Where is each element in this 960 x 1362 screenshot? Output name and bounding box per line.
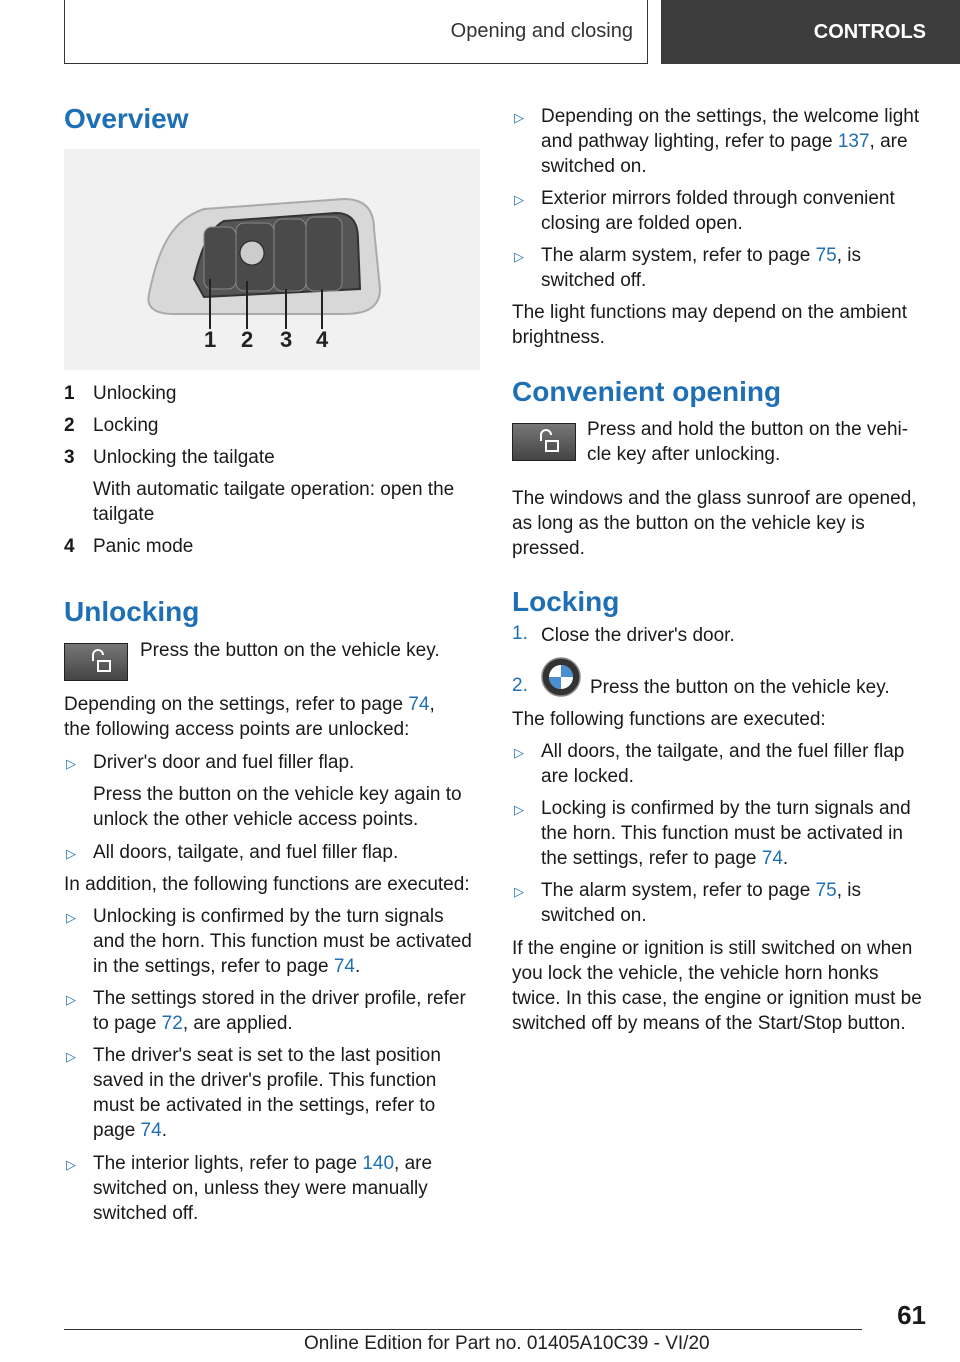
- heading-convenient-opening: Convenient opening: [512, 376, 782, 407]
- list-item: in the settings, refer to page 74.: [93, 956, 361, 977]
- list-item: closing are folded open.: [541, 213, 743, 234]
- list-item: The settings stored in the driver profile, refer: [93, 988, 466, 1009]
- paragraph-line: Press and hold the button on the vehi-: [587, 419, 909, 440]
- list-item: and pathway lighting, refer to page 137, are: [541, 131, 908, 152]
- bullet-triangle-icon: ▷: [514, 192, 524, 207]
- vehicle-key-figure: [64, 149, 480, 370]
- list-item-sub: unlock the other vehicle access points.: [93, 809, 419, 830]
- bullet-triangle-icon: ▷: [514, 802, 524, 817]
- heading-locking: Locking: [512, 586, 620, 617]
- page-reference-link[interactable]: 74: [140, 1120, 162, 1141]
- page-number: 61: [897, 1300, 926, 1330]
- heading-overview: Overview: [64, 103, 189, 134]
- figure-label-3: 3: [280, 327, 293, 352]
- page-reference-link[interactable]: 137: [837, 131, 870, 152]
- step-number: 1.: [512, 623, 528, 644]
- legend-text: Unlocking: [93, 383, 177, 404]
- figure-label-4: 4: [316, 327, 329, 352]
- vehicle-key-illustration: [64, 149, 480, 370]
- list-item: Depending on the settings, the welcome light: [541, 106, 920, 127]
- list-item: the settings, refer to page 74.: [541, 848, 789, 869]
- paragraph-line: The light functions may depend on the ambient: [512, 302, 908, 323]
- legend-text: Panic mode: [93, 536, 194, 557]
- paragraph-line: The windows and the glass sunroof are opened,: [512, 488, 917, 509]
- running-header-chapter: CONTROLS: [661, 0, 960, 64]
- step-text: Press the button on the vehicle key.: [590, 677, 890, 698]
- footer-divider: [64, 1329, 862, 1330]
- page-reference-link[interactable]: 75: [815, 880, 837, 901]
- legend-number: 2: [64, 415, 75, 436]
- page-reference-link[interactable]: 72: [161, 1013, 183, 1034]
- legend-number: 4: [64, 536, 75, 557]
- step-number: 2.: [512, 675, 528, 696]
- bullet-triangle-icon: ▷: [514, 249, 524, 264]
- list-item: are locked.: [541, 766, 634, 787]
- bmw-logo-button-icon: [541, 657, 581, 697]
- paragraph-line: the following access points are unlocked:: [64, 719, 410, 740]
- unlock-button-icon: [64, 643, 128, 681]
- figure-label-1: 1: [204, 327, 217, 352]
- legend-text: tailgate: [93, 504, 155, 525]
- list-item: switched on, unless they were manually: [93, 1178, 428, 1199]
- bullet-triangle-icon: ▷: [514, 884, 524, 899]
- list-item: to page 72, are applied.: [93, 1013, 293, 1034]
- paragraph-line: Depending on the settings, refer to page 74,: [64, 694, 435, 715]
- page-reference-link[interactable]: 74: [761, 848, 783, 869]
- paragraph-line: you lock the vehicle, the vehicle horn honks: [512, 963, 879, 984]
- paragraph-line: switched off by means of the Start/Stop button.: [512, 1013, 906, 1034]
- bullet-triangle-icon: ▷: [66, 1049, 76, 1064]
- list-item: The driver's seat is set to the last position: [93, 1045, 441, 1066]
- bullet-triangle-icon: ▷: [66, 756, 76, 771]
- list-item: All doors, tailgate, and fuel filler flap.: [93, 842, 399, 863]
- list-item: switched off.: [93, 1203, 199, 1224]
- list-item: switched on.: [541, 905, 647, 926]
- list-item: All doors, the tailgate, and the fuel filler flap: [541, 741, 905, 762]
- paragraph-line: brightness.: [512, 327, 605, 348]
- list-item: The alarm system, refer to page 75, is: [541, 245, 861, 266]
- bullet-triangle-icon: ▷: [514, 745, 524, 760]
- list-item: Exterior mirrors folded through convenient: [541, 188, 895, 209]
- legend-number: 1: [64, 383, 75, 404]
- unlock-button-icon: [512, 423, 576, 461]
- list-item: must be activated in the settings, refer to: [93, 1095, 436, 1116]
- paragraph-line: In addition, the following functions are executed:: [64, 874, 470, 895]
- bullet-triangle-icon: ▷: [66, 1157, 76, 1172]
- list-item: and the horn. This function must be activated: [93, 931, 472, 952]
- list-item: The interior lights, refer to page 140, are: [93, 1153, 433, 1174]
- list-item: Locking is confirmed by the turn signals and: [541, 798, 911, 819]
- list-item-sub: Press the button on the vehicle key again to: [93, 784, 462, 805]
- bullet-triangle-icon: ▷: [514, 110, 524, 125]
- legend-text: With automatic tailgate operation: open the: [93, 479, 455, 500]
- heading-unlocking: Unlocking: [64, 596, 200, 627]
- list-item: Driver's door and fuel filler flap.: [93, 752, 355, 773]
- list-item: the horn. This function must be activated in: [541, 823, 903, 844]
- running-header-section: Opening and closing: [64, 0, 648, 64]
- paragraph-line: pressed.: [512, 538, 585, 559]
- unlocking-instruction: Press the button on the vehicle key.: [140, 640, 440, 661]
- page-reference-link[interactable]: 74: [408, 694, 430, 715]
- legend-text: Unlocking the tailgate: [93, 447, 275, 468]
- list-item: page 74.: [93, 1120, 167, 1141]
- paragraph-line: The following functions are executed:: [512, 709, 826, 730]
- page-reference-link[interactable]: 75: [815, 245, 837, 266]
- page-reference-link[interactable]: 140: [362, 1153, 395, 1174]
- step-text: Close the driver's door.: [541, 625, 735, 646]
- bullet-triangle-icon: ▷: [66, 846, 76, 861]
- legend-number: 3: [64, 447, 75, 468]
- legend-text: Locking: [93, 415, 159, 436]
- list-item: switched on.: [541, 156, 647, 177]
- paragraph-line: as long as the button on the vehicle key is: [512, 513, 865, 534]
- page-reference-link[interactable]: 74: [333, 956, 355, 977]
- list-item: switched off.: [541, 270, 647, 291]
- figure-label-2: 2: [241, 327, 254, 352]
- list-item: Unlocking is confirmed by the turn signals: [93, 906, 444, 927]
- list-item: The alarm system, refer to page 75, is: [541, 880, 861, 901]
- paragraph-line: twice. In this case, the engine or ignition must be: [512, 988, 922, 1009]
- bullet-triangle-icon: ▷: [66, 910, 76, 925]
- footer-edition: Online Edition for Part no. 01405A10C39 - VI/20: [304, 1333, 710, 1354]
- bullet-triangle-icon: ▷: [66, 992, 76, 1007]
- paragraph-line: cle key after unlocking.: [587, 444, 781, 465]
- paragraph-line: If the engine or ignition is still switched on when: [512, 938, 913, 959]
- list-item: saved in the driver's profile. This function: [93, 1070, 437, 1091]
